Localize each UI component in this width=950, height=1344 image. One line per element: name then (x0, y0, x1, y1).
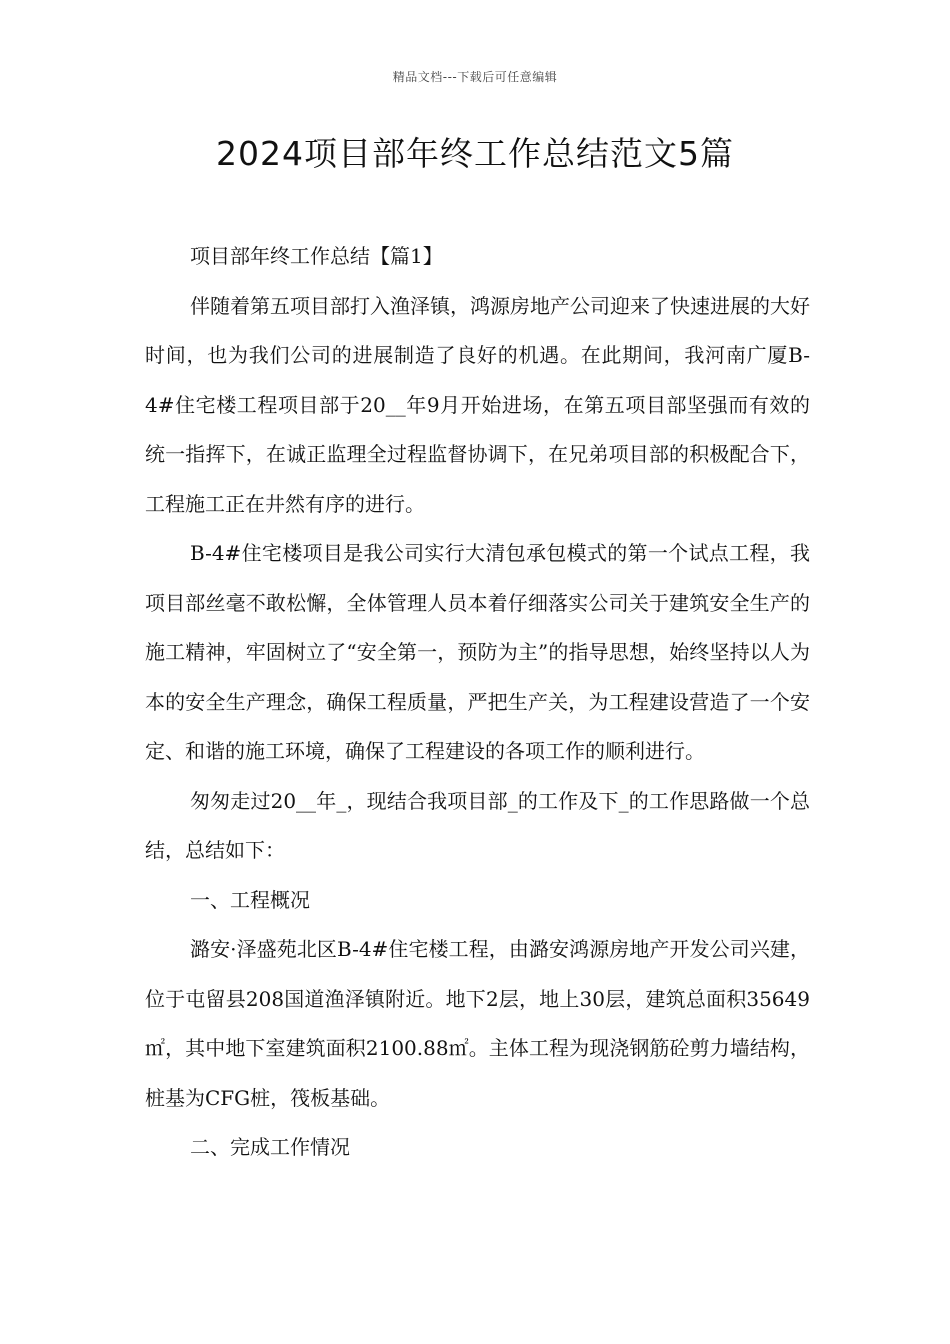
header-note: 精品文档---下载后可任意编辑 (392, 70, 558, 84)
paragraph-intro: 伴随着第五项目部打入渔泽镇，鸿源房地产公司迎来了快速进展的大好时间，也为我们公司的进展制造了良好的机遇。在此期间，我河南广厦B-4#住宅楼工程项目部于20__年9月开始进场，在第五项目部坚强而有效的统一指挥下，在诚正监理全过程监督协调下，在兄弟项目部的积极配合下，工程施工正在井然有序的进行。 (145, 293, 810, 516)
document-title: 2024项目部年终工作总结范文5篇 (216, 134, 734, 173)
section-heading-work-done: 二、完成工作情况 (190, 1135, 350, 1159)
paragraph-safety: B-4#住宅楼项目是我公司实行大清包承包模式的第一个试点工程，我项目部丝毫不敢松懈，全体管理人员本着仔细落实公司关于建筑安全生产的施工精神，牢固树立了“安全第一，预防为主”的指导思想，始终坚持以人为本的安全生产理念，确保工程质量，严把生产关，为工程建设营造了一个安定、和谐的施工环境，确保了工程建设的各项工作的顺利进行。 (145, 541, 810, 763)
document-body (145, 232, 810, 1173)
section-heading-overview: 一、工程概况 (190, 887, 310, 912)
paragraph-overview: 潞安·泽盛苑北区B-4#住宅楼工程，由潞安鸿源房地产开发公司兴建，位于屯留县208国道渔泽镇附近。地下2层，地上30层，建筑总面积35649㎡，其中地下室建筑面积2100.88㎡。主体工程为现浇钢筋砼剪力墙结构，桩基为CFG桩，筏板基础。 (145, 937, 810, 1110)
section-heading-part-1: 项目部年终工作总结【篇1】 (190, 244, 443, 268)
paragraph-summary-lead: 匆匆走过20__年_，现结合我项目部_的工作及下_的工作思路做一个总结，总结如下： (145, 788, 810, 862)
